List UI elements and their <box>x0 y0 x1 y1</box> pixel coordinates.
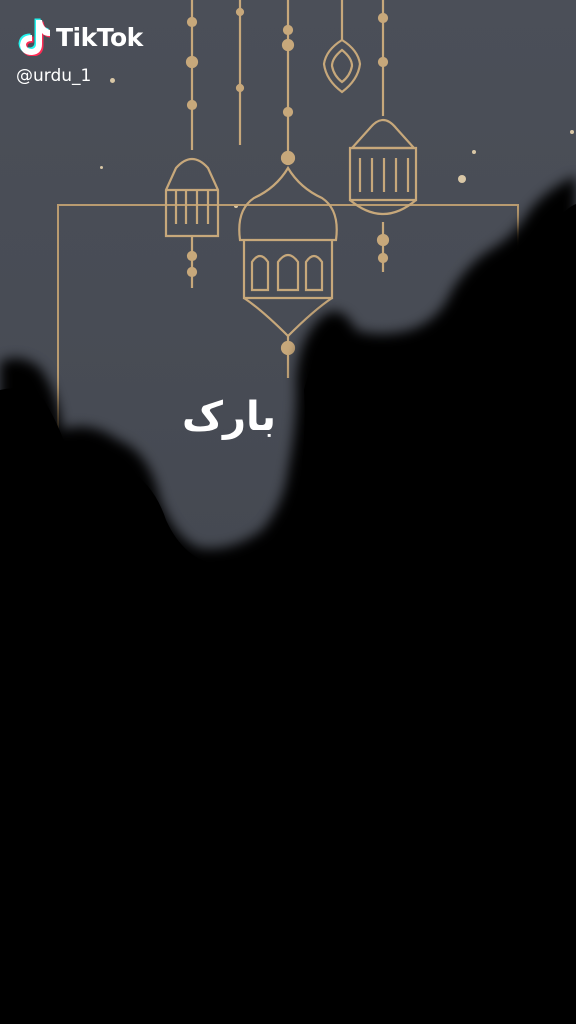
tiktok-note-icon <box>16 18 50 56</box>
greeting-text: بارک <box>182 394 277 440</box>
creator-handle: @urdu_1 <box>16 66 92 86</box>
tiktok-watermark <box>16 18 143 56</box>
tiktok-brand-text: TikTok <box>56 22 143 52</box>
